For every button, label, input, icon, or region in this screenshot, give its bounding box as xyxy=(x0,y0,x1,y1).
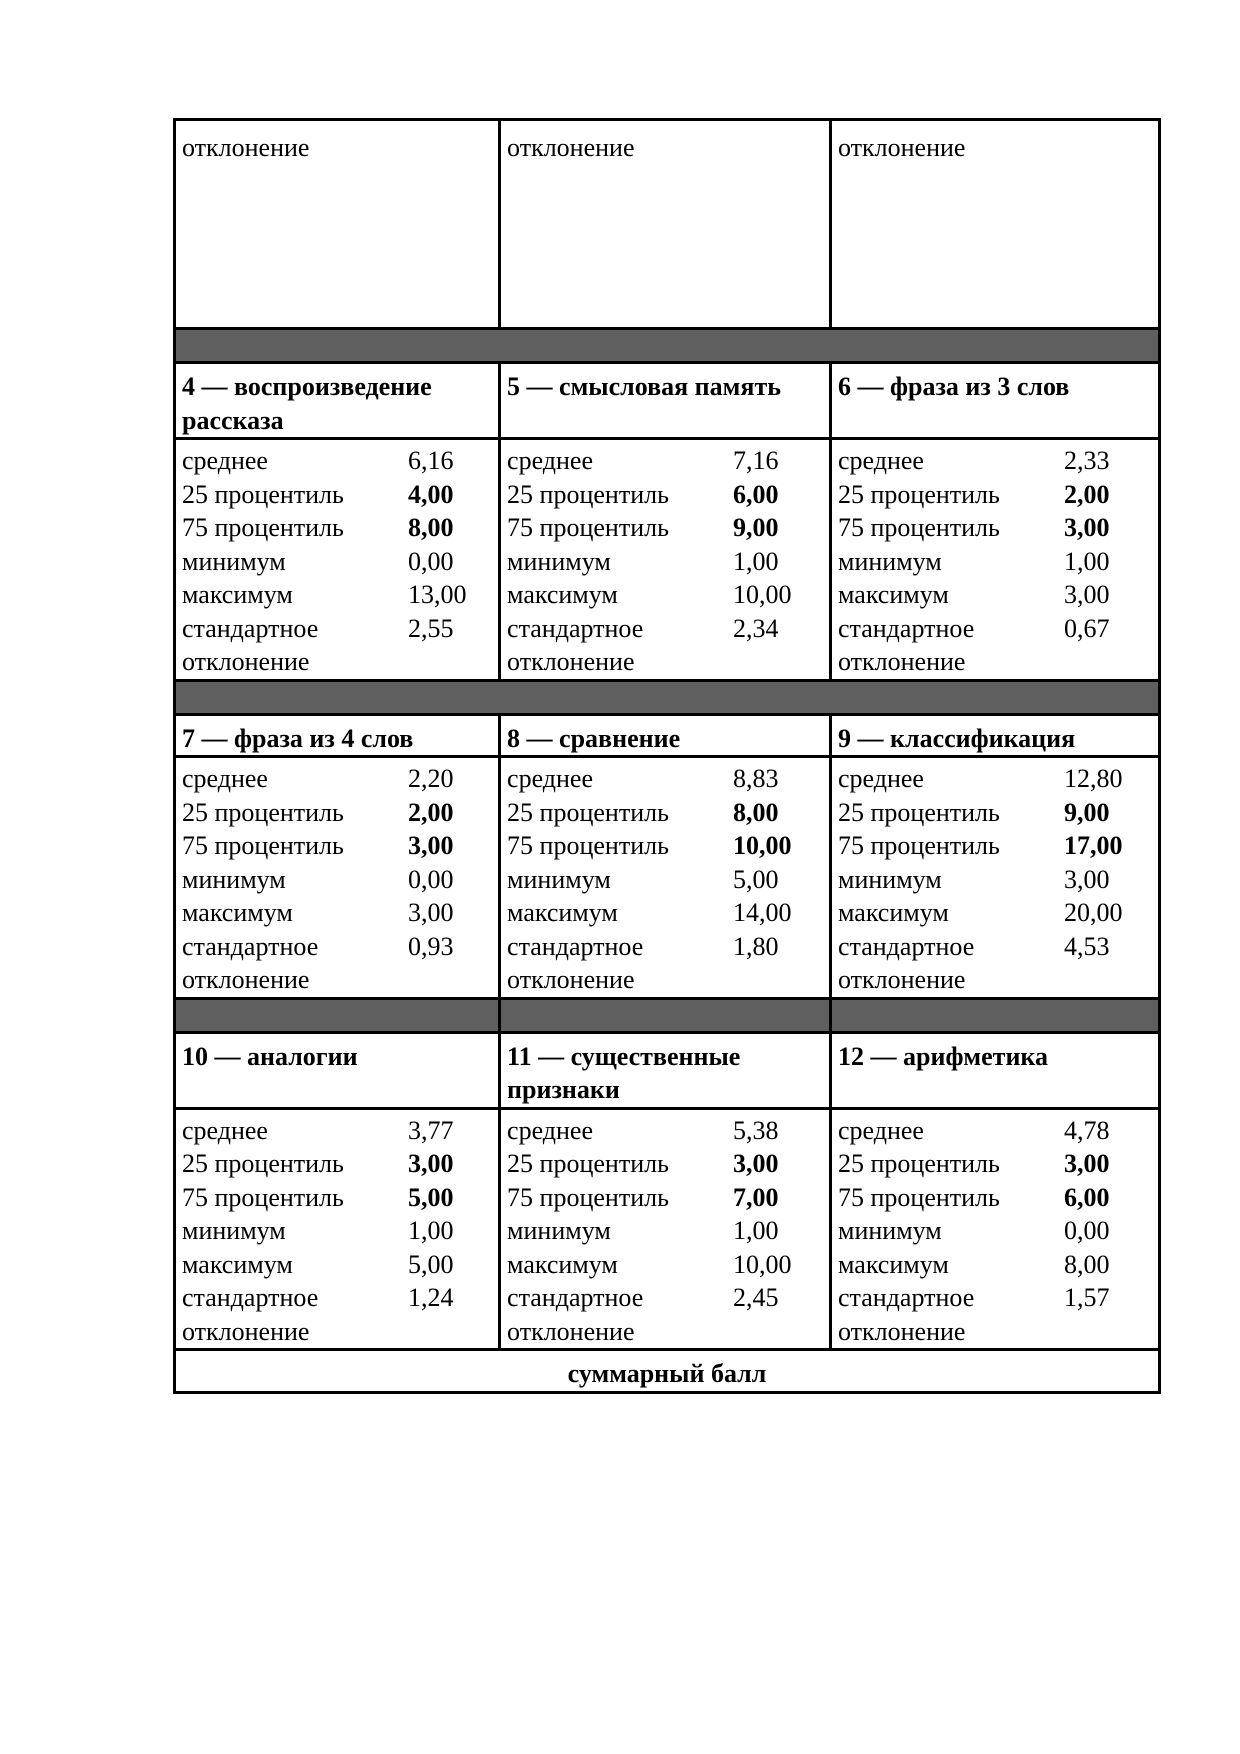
stat-line xyxy=(838,612,1152,646)
stats-cell xyxy=(831,757,1160,999)
stat-label: минимум xyxy=(838,1216,942,1245)
stat-label: стандартное xyxy=(507,931,644,961)
stat-value: 10,00 xyxy=(733,1249,792,1279)
stat-line xyxy=(838,930,1152,964)
stat-label: 25 процентиль xyxy=(838,797,1000,827)
stat-line xyxy=(838,963,1152,997)
stat-line xyxy=(507,1281,823,1315)
stat-line xyxy=(182,612,492,646)
subtest-header-row xyxy=(175,714,1160,757)
stat-label: максимум xyxy=(507,580,618,609)
stat-value: 3,00 xyxy=(733,1149,779,1178)
separator-cell xyxy=(831,998,1160,1032)
subtest-title: 4 — воспроизведение рассказа xyxy=(182,372,432,435)
stat-value: 1,00 xyxy=(1064,546,1110,576)
stat-value: 3,77 xyxy=(408,1115,454,1145)
stat-label: минимум xyxy=(507,1216,611,1245)
continuation-cell xyxy=(831,120,1160,329)
stat-line xyxy=(507,829,823,863)
stat-label: максимум xyxy=(507,1249,618,1279)
subtest-header-cell xyxy=(500,1032,831,1108)
stat-value: 5,00 xyxy=(733,864,779,894)
stat-value: 0,67 xyxy=(1064,613,1110,643)
stat-label: 25 процентиль xyxy=(182,479,344,509)
continuation-text: отклонение xyxy=(182,133,310,162)
stat-label: стандартное xyxy=(507,613,644,643)
stat-label: максимум xyxy=(838,898,949,927)
stat-value: 9,00 xyxy=(733,513,779,542)
subtest-header-cell xyxy=(175,1032,500,1108)
subtest-title: 5 — смысловая память xyxy=(507,372,781,401)
subtest-header-cell xyxy=(500,714,831,757)
stat-line xyxy=(182,896,492,930)
stat-value: 1,00 xyxy=(733,1216,779,1245)
stat-line xyxy=(182,1214,492,1248)
stat-line xyxy=(838,578,1152,612)
stat-line xyxy=(182,1248,492,1282)
stat-line xyxy=(507,545,823,579)
subtest-title: 6 — фраза из 3 слов xyxy=(838,372,1070,401)
stat-value: 3,00 xyxy=(408,898,454,927)
stat-line xyxy=(182,1114,492,1148)
stat-value: 6,16 xyxy=(408,446,454,475)
stat-line xyxy=(182,829,492,863)
stat-line xyxy=(182,963,492,997)
stat-label: отклонение xyxy=(182,647,310,676)
stat-value: 12,80 xyxy=(1064,764,1123,793)
stats-cell xyxy=(175,757,500,999)
stat-line xyxy=(507,1147,823,1181)
stat-line xyxy=(838,1181,1152,1215)
subtest-title: 12 — арифметика xyxy=(838,1041,1049,1071)
stat-value: 5,38 xyxy=(733,1115,779,1145)
stat-label: 75 процентиль xyxy=(507,831,669,860)
stat-value: 0,93 xyxy=(408,931,454,961)
stat-line xyxy=(507,896,823,930)
stat-label: среднее xyxy=(507,446,594,475)
subtest-title: 7 — фраза из 4 слов xyxy=(182,723,414,753)
subtest-header-cell xyxy=(175,714,500,757)
stat-label: минимум xyxy=(838,546,942,576)
stat-label: стандартное xyxy=(182,1283,319,1312)
stat-line xyxy=(838,762,1152,796)
stat-line xyxy=(838,1281,1152,1315)
stat-label: стандартное xyxy=(838,931,975,961)
stat-value: 4,53 xyxy=(1064,931,1110,961)
stat-line xyxy=(507,1214,823,1248)
stat-label: минимум xyxy=(507,864,611,894)
stat-label: 25 процентиль xyxy=(182,1149,344,1178)
stat-line xyxy=(838,1114,1152,1148)
stat-value: 3,00 xyxy=(1064,1149,1110,1178)
stat-label: отклонение xyxy=(182,1316,310,1346)
stat-value: 1,57 xyxy=(1064,1283,1110,1312)
stat-value: 7,16 xyxy=(733,446,779,475)
stat-line xyxy=(838,478,1152,512)
stat-line xyxy=(507,1114,823,1148)
stat-label: 75 процентиль xyxy=(182,1182,344,1212)
stat-label: стандартное xyxy=(182,613,319,643)
stat-label: отклонение xyxy=(838,1316,966,1346)
separator-cell xyxy=(175,680,1160,714)
stat-line xyxy=(507,762,823,796)
stat-value: 2,00 xyxy=(1064,479,1110,509)
stat-label: 25 процентиль xyxy=(838,1149,1000,1178)
stat-label: минимум xyxy=(838,864,942,894)
stat-line xyxy=(838,829,1152,863)
stat-value: 1,00 xyxy=(408,1216,454,1245)
subtest-title: 11 — существенные признаки xyxy=(507,1041,741,1104)
stat-label: 75 процентиль xyxy=(182,513,344,542)
stat-label: среднее xyxy=(182,1115,268,1145)
stat-value: 6,00 xyxy=(733,479,779,509)
stat-line xyxy=(507,478,823,512)
stat-line xyxy=(507,1315,823,1349)
stat-label: 75 процентиль xyxy=(507,1182,669,1212)
stat-value: 2,20 xyxy=(408,764,454,793)
continuation-row xyxy=(175,120,1160,329)
separator-cell xyxy=(175,998,500,1032)
stat-value: 4,00 xyxy=(408,479,454,509)
stat-line xyxy=(182,930,492,964)
stat-value: 7,00 xyxy=(733,1182,779,1212)
stat-line xyxy=(182,1181,492,1215)
stat-value: 8,83 xyxy=(733,764,779,793)
stat-line xyxy=(838,863,1152,897)
stats-cell xyxy=(500,757,831,999)
stat-value: 2,45 xyxy=(733,1283,779,1312)
stat-label: среднее xyxy=(838,1115,924,1145)
stat-label: минимум xyxy=(507,546,611,576)
stat-label: 25 процентиль xyxy=(507,479,669,509)
stat-label: отклонение xyxy=(182,965,310,994)
subtest-header-cell xyxy=(831,714,1160,757)
subtest-header-cell xyxy=(831,363,1160,439)
subtest-header-row xyxy=(175,363,1160,439)
stat-label: среднее xyxy=(507,764,594,793)
stat-label: 75 процентиль xyxy=(838,513,1000,542)
stat-label: отклонение xyxy=(507,1316,635,1346)
stat-value: 20,00 xyxy=(1064,898,1123,927)
stat-line xyxy=(838,896,1152,930)
subtest-header-cell xyxy=(831,1032,1160,1108)
stat-label: 75 процентиль xyxy=(838,831,1000,860)
stat-value: 4,78 xyxy=(1064,1115,1110,1145)
stat-line xyxy=(838,1147,1152,1181)
stat-value: 6,00 xyxy=(1064,1182,1110,1212)
stat-value: 1,80 xyxy=(733,931,779,961)
stat-value: 0,00 xyxy=(1064,1216,1110,1245)
stat-line xyxy=(182,545,492,579)
stat-value: 3,00 xyxy=(1064,513,1110,542)
stat-label: минимум xyxy=(182,1216,286,1245)
stat-line xyxy=(507,645,823,679)
stat-line xyxy=(182,1315,492,1349)
stat-label: стандартное xyxy=(838,1283,975,1312)
stat-label: среднее xyxy=(182,764,268,793)
stat-label: 75 процентиль xyxy=(838,1182,1000,1212)
stats-cell xyxy=(500,1108,831,1350)
stat-line xyxy=(182,478,492,512)
stat-label: стандартное xyxy=(507,1283,644,1312)
stats-cell xyxy=(831,1108,1160,1350)
stat-line xyxy=(507,930,823,964)
stat-value: 2,55 xyxy=(408,613,454,643)
stat-line xyxy=(507,444,823,478)
stat-value: 0,00 xyxy=(408,864,454,894)
continuation-cell xyxy=(500,120,831,329)
stat-label: среднее xyxy=(838,446,924,475)
total-score-label: суммарный балл xyxy=(567,1359,767,1388)
stat-line xyxy=(182,1281,492,1315)
stat-label: среднее xyxy=(182,446,268,475)
stat-line xyxy=(182,796,492,830)
stat-label: 25 процентиль xyxy=(507,797,669,827)
stat-line xyxy=(507,1181,823,1215)
stat-label: стандартное xyxy=(182,931,319,961)
subtest-title: 9 — классификация xyxy=(838,723,1076,753)
total-score-cell xyxy=(175,1350,1160,1393)
stat-line xyxy=(507,863,823,897)
subtest-title: 10 — аналогии xyxy=(182,1041,358,1071)
stat-value: 3,00 xyxy=(1064,580,1110,609)
stat-value: 3,00 xyxy=(408,1149,454,1178)
stats-cell xyxy=(500,439,831,681)
stat-value: 2,34 xyxy=(733,613,779,643)
stat-label: среднее xyxy=(507,1115,594,1145)
stat-line xyxy=(838,545,1152,579)
stat-line xyxy=(838,1214,1152,1248)
stat-label: отклонение xyxy=(507,647,635,676)
stats-row xyxy=(175,1108,1160,1350)
stat-label: 25 процентиль xyxy=(507,1149,669,1178)
stat-value: 10,00 xyxy=(733,580,792,609)
stat-label: 25 процентиль xyxy=(838,479,1000,509)
subtest-header-cell xyxy=(175,363,500,439)
stat-label: максимум xyxy=(507,898,618,927)
stat-label: минимум xyxy=(182,546,286,576)
stat-label: отклонение xyxy=(838,965,966,994)
stats-cell xyxy=(175,1108,500,1350)
stats-cell xyxy=(831,439,1160,681)
stat-line xyxy=(507,963,823,997)
separator-cell xyxy=(500,998,831,1032)
stat-line xyxy=(507,511,823,545)
stat-value: 8,00 xyxy=(1064,1249,1110,1279)
subtest-header-row xyxy=(175,1032,1160,1108)
stat-line xyxy=(838,444,1152,478)
continuation-text: отклонение xyxy=(507,133,635,162)
stat-line xyxy=(507,1248,823,1282)
stat-value: 5,00 xyxy=(408,1182,454,1212)
stat-line xyxy=(507,578,823,612)
stat-line xyxy=(838,645,1152,679)
stat-value: 2,33 xyxy=(1064,446,1110,475)
stat-line xyxy=(838,1315,1152,1349)
stat-line xyxy=(182,1147,492,1181)
stat-label: максимум xyxy=(838,1249,949,1279)
stat-value: 9,00 xyxy=(1064,797,1110,827)
stat-label: отклонение xyxy=(838,647,966,676)
separator-row xyxy=(175,998,1160,1032)
stat-value: 10,00 xyxy=(733,831,792,860)
stat-line xyxy=(182,444,492,478)
stat-label: стандартное xyxy=(838,613,975,643)
continuation-cell xyxy=(175,120,500,329)
total-score-row xyxy=(175,1350,1160,1393)
statistics-table xyxy=(173,118,1161,1394)
stat-value: 1,24 xyxy=(408,1283,454,1312)
stat-value: 14,00 xyxy=(733,898,792,927)
separator-row xyxy=(175,680,1160,714)
stat-line xyxy=(182,578,492,612)
stat-value: 13,00 xyxy=(408,580,467,609)
stats-row xyxy=(175,757,1160,999)
stat-value: 8,00 xyxy=(408,513,454,542)
stat-label: минимум xyxy=(182,864,286,894)
stat-label: максимум xyxy=(182,898,293,927)
separator-row xyxy=(175,329,1160,363)
stat-line xyxy=(838,511,1152,545)
stat-line xyxy=(838,796,1152,830)
subtest-title: 8 — сравнение xyxy=(507,723,681,753)
stat-value: 3,00 xyxy=(408,831,454,860)
stat-label: отклонение xyxy=(507,965,635,994)
stat-value: 2,00 xyxy=(408,797,454,827)
stat-line xyxy=(182,645,492,679)
stat-label: максимум xyxy=(182,1249,293,1279)
stat-line xyxy=(182,762,492,796)
stat-line xyxy=(182,863,492,897)
subtest-header-cell xyxy=(500,363,831,439)
stat-line xyxy=(507,612,823,646)
stat-label: максимум xyxy=(182,580,293,609)
continuation-text: отклонение xyxy=(838,133,966,162)
stat-label: 75 процентиль xyxy=(182,831,344,860)
stat-value: 17,00 xyxy=(1064,831,1123,860)
stat-value: 0,00 xyxy=(408,546,454,576)
stat-label: 25 процентиль xyxy=(182,797,344,827)
stat-line xyxy=(838,1248,1152,1282)
stat-line xyxy=(507,796,823,830)
stat-value: 3,00 xyxy=(1064,864,1110,894)
stat-value: 1,00 xyxy=(733,546,779,576)
stat-label: среднее xyxy=(838,764,924,793)
stat-value: 5,00 xyxy=(408,1249,454,1279)
stat-line xyxy=(182,511,492,545)
separator-cell xyxy=(175,329,1160,363)
stat-label: максимум xyxy=(838,580,949,609)
stats-row xyxy=(175,439,1160,681)
stats-cell xyxy=(175,439,500,681)
stat-label: 75 процентиль xyxy=(507,513,669,542)
stat-value: 8,00 xyxy=(733,797,779,827)
